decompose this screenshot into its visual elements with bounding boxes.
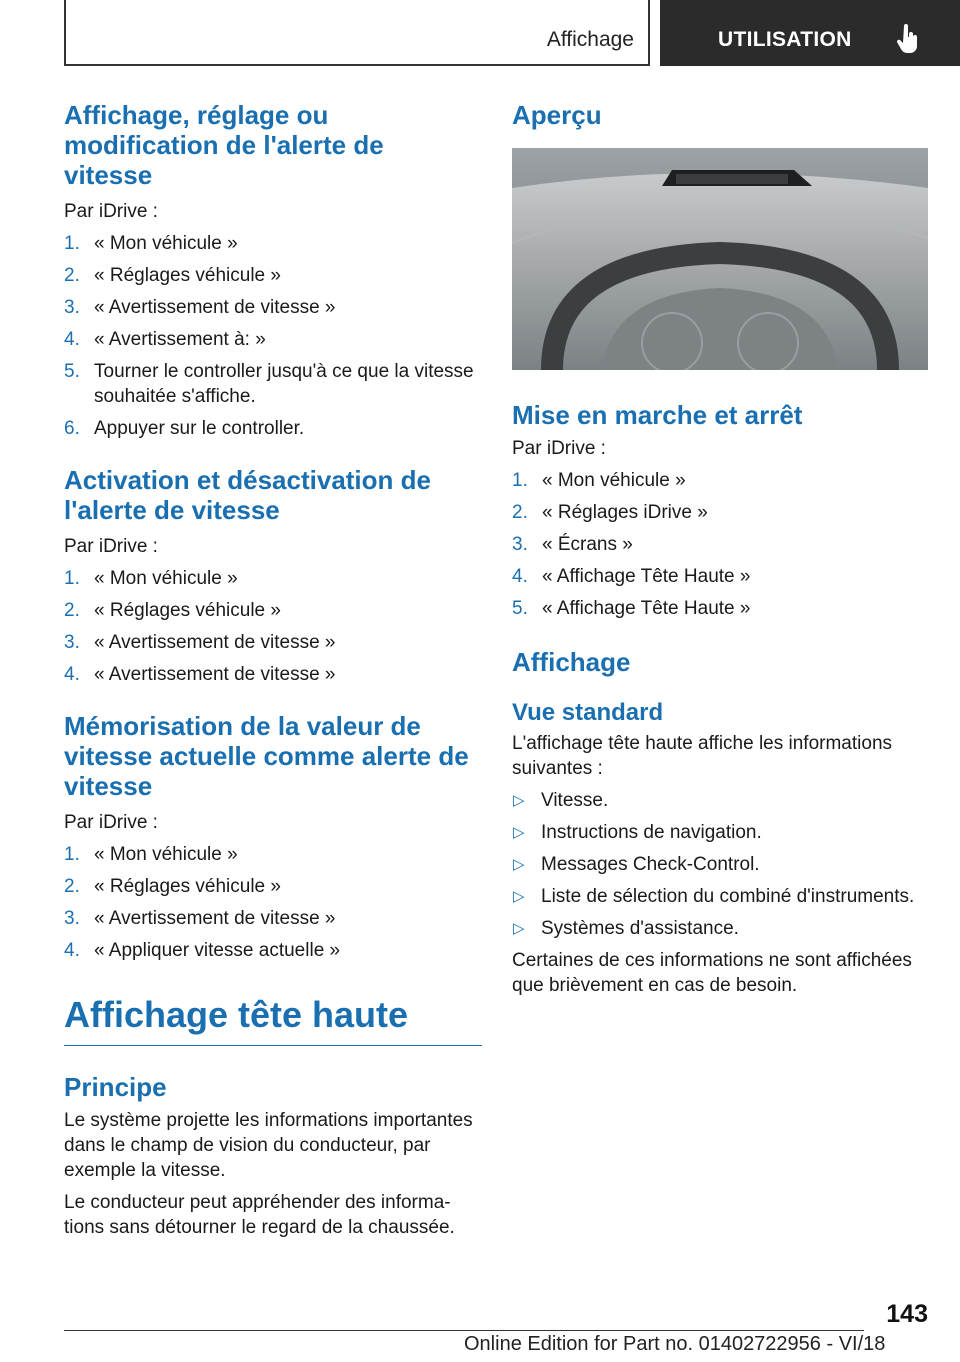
list-item: 3. « Avertissement de vitesse »	[64, 297, 336, 318]
list-item: 5. Tourner le controller jusqu'à ce que la vitesse souhaitée s'affiche.	[64, 361, 474, 407]
triangle-bullet-icon: ▷	[513, 920, 525, 937]
section-heading-store-current-speed: Mémorisation de la valeur de vitesse actuelle comme alerte de vitesse	[64, 711, 469, 801]
header-chapter-tab	[660, 0, 960, 66]
section-heading-principe: Principe	[64, 1072, 167, 1102]
list-item: 1. « Mon véhicule »	[64, 233, 238, 254]
footer-divider	[64, 1330, 864, 1331]
list-item: 2. « Réglages véhicule »	[64, 600, 281, 621]
list-item: 1. « Mon véhicule »	[64, 844, 238, 865]
list-item: ▷ Instructions de navigation.	[513, 822, 762, 843]
paragraph: Le conducteur peut appréhender des informa-tions sans détourner le regard de la chaussée.	[64, 1192, 455, 1238]
list-item: 4. « Appliquer vitesse actuelle »	[64, 940, 341, 961]
list-item: 2. « Réglages iDrive »	[512, 502, 708, 523]
list-item: 4. « Avertissement à: »	[64, 329, 266, 350]
dashboard-illustration	[512, 148, 928, 370]
list-item: 3. « Avertissement de vitesse »	[64, 632, 336, 653]
paragraph: Le système projette les informations importantes dans le champ de vision du conducteur, par exemple la vitesse.	[64, 1110, 473, 1181]
list-item: 5. « Affichage Tête Haute »	[512, 598, 751, 619]
paragraph: L'affichage tête haute affiche les informations suivantes :	[512, 733, 893, 779]
right-column	[512, 100, 928, 998]
list-item: 2. « Réglages véhicule »	[64, 876, 281, 897]
steps-list	[64, 842, 482, 963]
list-item: 3. « Avertissement de vitesse »	[64, 908, 336, 929]
triangle-bullet-icon: ▷	[513, 888, 525, 905]
idrive-intro: Par iDrive :	[64, 536, 158, 557]
left-column	[64, 100, 482, 1240]
head-up-display-photo	[512, 148, 928, 370]
list-item: 1. « Mon véhicule »	[512, 470, 686, 491]
section-heading-apercu: Aperçu	[512, 100, 602, 130]
triangle-bullet-icon: ▷	[513, 792, 525, 809]
edition-note: Online Edition for Part no. 01402722956 - VI/18	[464, 1333, 886, 1355]
page-number: 143	[886, 1300, 928, 1328]
section-heading-speed-alert-activation: Activation et désactivation de l'alerte de vitesse	[64, 465, 431, 525]
idrive-intro: Par iDrive :	[512, 438, 606, 459]
list-item: ▷ Vitesse.	[513, 790, 609, 811]
steps-list	[512, 468, 928, 621]
header-section-title: Affichage	[546, 28, 634, 51]
section-heading-affichage: Affichage	[512, 647, 631, 677]
list-item: ▷ Messages Check-Control.	[513, 854, 760, 875]
list-item: 2. « Réglages véhicule »	[64, 265, 281, 286]
steps-list	[64, 566, 482, 687]
chapter-title-head-up-display: Affichage tête haute	[64, 995, 482, 1046]
info-bullet-list	[512, 788, 928, 941]
list-item: 4. « Affichage Tête Haute »	[512, 566, 751, 587]
subsection-heading-standard-view: Vue standard	[512, 699, 664, 726]
header-section-box	[64, 0, 650, 66]
paragraph: Certaines de ces informations ne sont affichées que brièvement en cas de besoin.	[512, 950, 912, 996]
idrive-intro: Par iDrive :	[64, 201, 158, 222]
pointing-hand-icon	[896, 24, 920, 54]
list-item: 4. « Avertissement de vitesse »	[64, 664, 336, 685]
idrive-intro: Par iDrive :	[64, 812, 158, 833]
triangle-bullet-icon: ▷	[513, 856, 525, 873]
header-chapter-title: UTILISATION	[718, 28, 852, 51]
list-item: 6. Appuyer sur le controller.	[64, 418, 305, 439]
list-item: ▷ Systèmes d'assistance.	[513, 918, 739, 939]
list-item: 1. « Mon véhicule »	[64, 568, 238, 589]
section-heading-speed-alert-display: Affichage, réglage ou modification de l'alerte de vitesse	[64, 100, 384, 190]
steps-list	[64, 231, 482, 441]
section-heading-on-off: Mise en marche et arrêt	[512, 400, 803, 430]
triangle-bullet-icon: ▷	[513, 824, 525, 841]
list-item: ▷ Liste de sélection du combiné d'instruments.	[513, 886, 915, 907]
list-item: 3. « Écrans »	[512, 534, 633, 555]
